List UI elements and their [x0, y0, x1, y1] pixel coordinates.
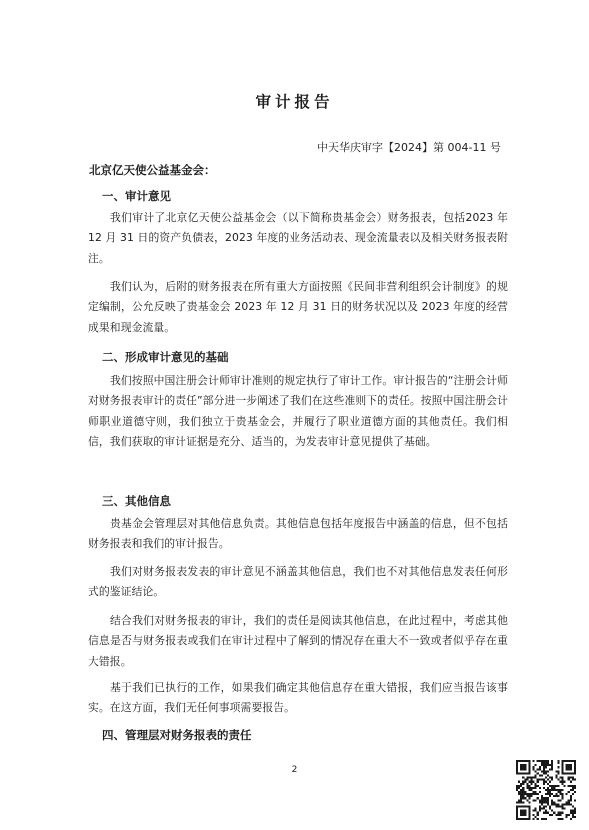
paragraph: 我们审计了北京亿天使公益基金会（以下简称贵基金会）财务报表，包括2023 年 12 月 31 日的资产负债表，2023 年度的业务活动表、现金流量表以及相关财务报表附注。	[88, 211, 508, 265]
paragraph: 我们对财务报表发表的审计意见不涵盖其他信息，我们也不对其他信息发表任何形式的鉴证结论。	[88, 565, 508, 599]
report-title: 审计报告	[255, 93, 334, 111]
section-heading-basis-for-opinion: 二、形成审计意见的基础	[102, 350, 229, 364]
section-heading-management-responsibility: 四、管理层对财务报表的责任	[102, 728, 252, 742]
paragraph: 我们认为，后附的财务报表在所有重大方面按照《民间非营利组织会计制度》的规定编制，公允反映了贵基金会 2023 年 12 月 31 日的财务状况以及 2023 年度的经营成果和现金流量。	[88, 280, 508, 334]
paragraph: 结合我们对财务报表的审计，我们的责任是阅读其他信息，在此过程中，考虑其他信息是否与财务报表或我们在审计过程中了解到的情况存在重大不一致或者似乎存在重大错报。	[88, 614, 508, 668]
page-number: 2	[291, 765, 298, 775]
section-heading-audit-opinion: 一、审计意见	[102, 189, 171, 203]
paragraph: 我们按照中国注册会计师审计准则的规定执行了审计工作。审计报告的“注册会计师对财务报表审计的责任”部分进一步阐述了我们在这些准则下的责任。按照中国注册会计师职业道德守则，我们独立于贵基金会，并履行了职业道德方面的其他责任。我们相信，我们获取的审计证据是充分、适当的，为发表审计意见提供了基础。	[88, 374, 508, 448]
qr-code-icon	[516, 760, 576, 820]
addressee: 北京亿天使公益基金会：	[89, 163, 216, 177]
paragraph: 贵基金会管理层对其他信息负责。其他信息包括年度报告中涵盖的信息，但不包括财务报表和我们的审计报告。	[88, 517, 508, 551]
section-heading-other-information: 三、其他信息	[102, 494, 171, 508]
paragraph: 基于我们已执行的工作，如果我们确定其他信息存在重大错报，我们应当报告该事实。在这方面，我们无任何事项需要报告。	[88, 681, 508, 715]
report-reference-number: 中天华庆审字【2024】第 004-11 号	[317, 141, 501, 154]
